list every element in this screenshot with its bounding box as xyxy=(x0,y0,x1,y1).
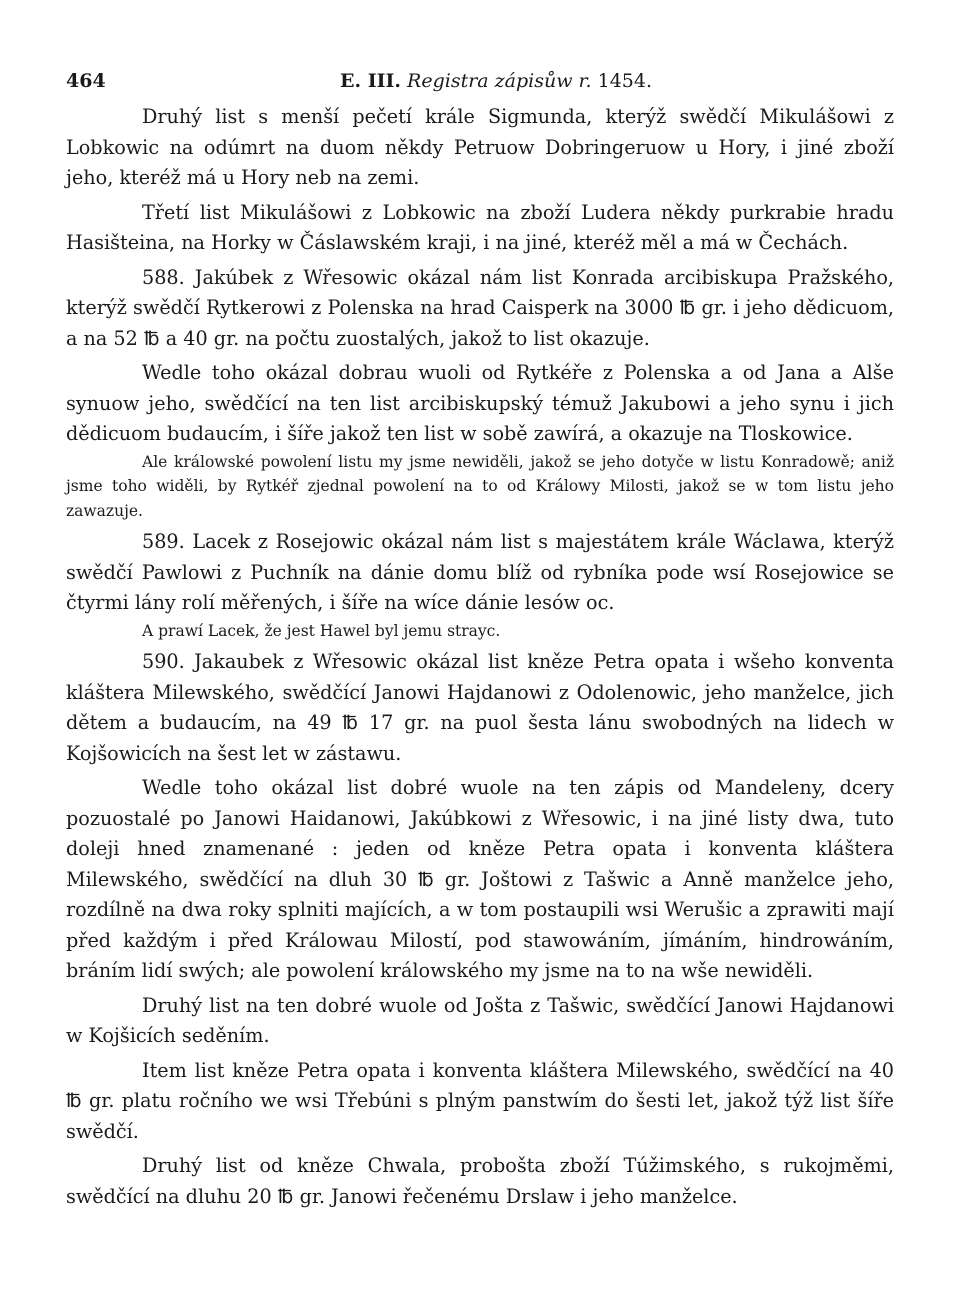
register-title: Registra zápisůw r. xyxy=(407,70,592,92)
running-head xyxy=(340,70,652,92)
entry-590: 590. Jakaubek z Wřesowic okázal list kněze Petra opata i wšeho konventa kláštera Milewského, swědčící Janowi Hajdanowi z Odolenowic, jeho manželce, jich dětem a budaucím, na 49 ℔ 17 gr. na puol šesta lánu swobodných na lidech w Kojšowicích na šest let w zástawu. xyxy=(66,650,894,765)
paragraph: Druhý list od kněze Chwala, probošta zboží Túžimského, s rukojměmi, swědčící na dluhu 20 ℔ gr. Janowi řečenému Drslaw i jeho manželce. xyxy=(66,1154,894,1208)
paragraph: Druhý list na ten dobré wuole od Jošta z Tašwic, swědčící Janowi Hajdanowi w Kojšicích seděním. xyxy=(66,993,894,1047)
paragraph: Item list kněze Petra opata i konventa kláštera Milewského, swědčící na 40 ℔ gr. platu ročního we wsi Třebúni s plným panstwím do šesti let, jakož týž list šíře swědčí. xyxy=(66,1058,894,1143)
note-paragraph: Ale králowské powolení listu my jsme newiděli, jakož se jeho dotyče w listu Konradowě; aniž jsme toho widěli, by Rytkéř zjednal powolení na to od Králowy Milosti, jakož se w tom listu jeho zawazuje. xyxy=(66,452,894,520)
page-header xyxy=(66,70,894,102)
register-year: 1454. xyxy=(597,70,653,92)
entry-588: 588. Jakúbek z Wřesowic okázal nám list Konrada arcibiskupa Pražského, kterýž swědčí Rytkerowi z Polenska na hrad Caisperk na 3000 ℔ gr. i jeho dědicuom, a na 52 ℔ a 40 gr. na počtu zuostalých, jakož to list okazuje. xyxy=(66,265,894,350)
paragraph: Wedle toho okázal list dobré wuole na ten zápis od Mandeleny, dcery pozuostalé po Janowi Haidanowi, Jakúbkowi z Wřesowic, i na jiné listy dwa, tuto doleji hned znamenané : jeden od kněze Petra opata i konventa kláštera Milewského, swědčící na dluh 30 ℔ gr. Joštowi z Tašwic a Anně manželce jeho, rozdílně na dwa roky splniti majících, a w tom postaupili wsi Werušic a zprawiti mají před každým i před Králowau Milostí, pod stawowáním, jímáním, hindrowáním, bráním lidí swých; ale powolení králowského my jsme na to na wše newiděli. xyxy=(66,776,894,982)
paragraph: Druhý list s menší pečetí krále Sigmunda, kterýž swědčí Mikulášowi z Lobkowic na odúmrt na duom někdy Petruow Dobringeruow u Hory, i jiné zboží jeho, kteréž má u Hory neb na zemi. xyxy=(66,105,894,189)
section-label: E. III. xyxy=(340,70,401,92)
document-page xyxy=(66,70,894,1212)
paragraph: Wedle toho okázal dobrau wuoli od Rytkéře z Polenska a od Jana a Alše synuow jeho, swědčící na ten list arcibiskupský témuž Jakubowi a jeho synu i jich dědicuom budaucím, i šíře jakož ten list w sobě zawírá, a okazuje na Tloskowice. xyxy=(66,361,894,445)
note-paragraph: A prawí Lacek, že jest Hawel byl jemu strayc. xyxy=(142,621,501,640)
entry-589: 589. Lacek z Rosejowic okázal nám list s majestátem krále Wáclawa, kterýž swědčí Pawlowi z Puchník na dánie domu blíž od rybníka pode wsí Rosejowice se čtyrmi lány rolí měřených, i šíře na wíce dánie lesów oc. xyxy=(66,530,894,614)
page-number: 464 xyxy=(66,70,106,92)
paragraph: Třetí list Mikulášowi z Lobkowic na zboží Ludera někdy purkrabie hradu Hasišteina, na Horky w Čáslawském kraji, i na jiné, kteréž měl a má w Čechách. xyxy=(66,200,894,254)
